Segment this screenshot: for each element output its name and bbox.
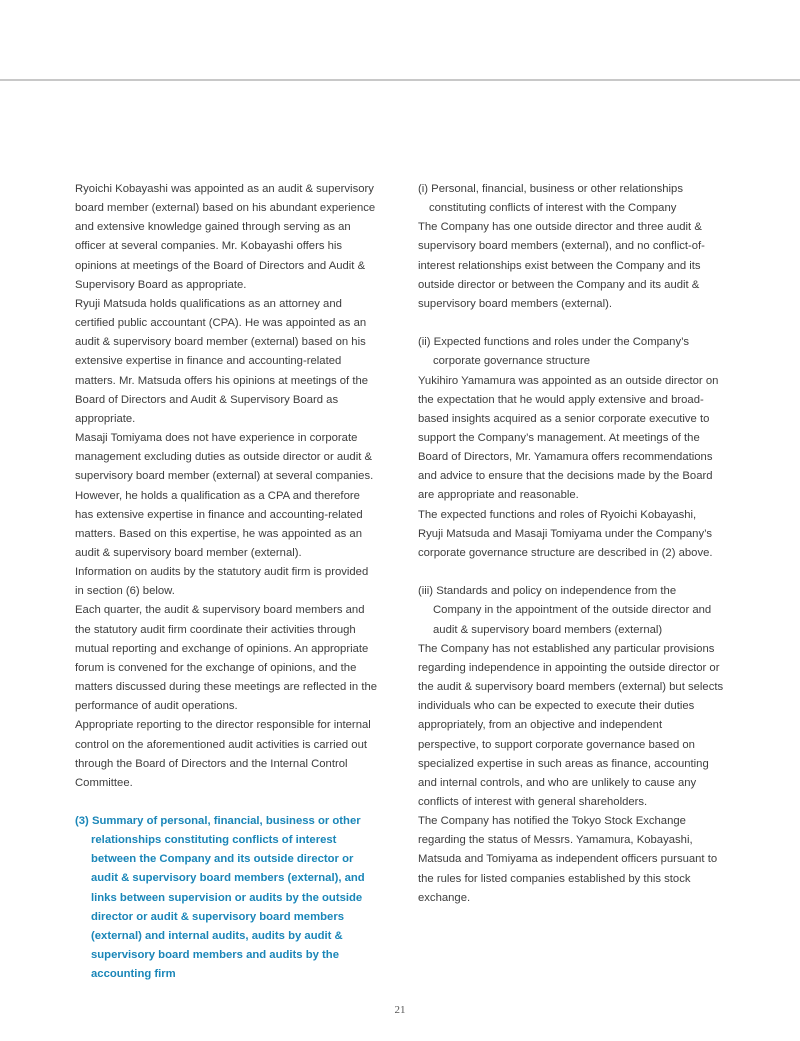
heading-line: supervisory board members and audits by the (91, 949, 339, 962)
body-line: Masaji Tomiyama does not have experience in corporate (75, 432, 358, 445)
body-line: supervisory board members (external), and no conflict-of- (418, 240, 705, 253)
body-line: exchange. (418, 891, 471, 904)
body-line: the audit & supervisory board members (external) but selects (418, 681, 724, 694)
body-line: has extensive expertise in finance and accounting-related (75, 508, 363, 521)
body-line: regarding independence in appointing the outside director or (418, 661, 720, 674)
body-line: The expected functions and roles of Ryoichi Kobayashi, (418, 508, 697, 521)
body-line: Board of Directors, Mr. Yamamura offers recommendations (418, 451, 713, 464)
body-line: matters. Mr. Matsuda offers his opinions at meetings of the (75, 374, 369, 387)
body-line: through the Board of Directors and the Internal Control (75, 757, 348, 770)
body-line: extensive expertise in finance and accounting-related (75, 355, 342, 368)
heading-line: relationships constituting conflicts of interest (91, 834, 337, 847)
body-line: Board of Directors and Audit & Supervisory Board as (75, 393, 339, 406)
body-line: Appropriate reporting to the director responsible for internal (75, 719, 371, 732)
body-line: performance of audit operations. (75, 700, 238, 713)
body-line: based insights acquired as a senior corporate executive to (418, 412, 710, 425)
body-line: interest relationships exist between the Company and its (418, 259, 701, 272)
body-line: matters. Based on this expertise, he was appointed as an (75, 527, 362, 540)
heading-line: audit & supervisory board members (external), and (91, 872, 365, 885)
subsection-title: (i) Personal, financial, business or other relationships (418, 183, 683, 195)
body-line: perspective, to support corporate governance based on (418, 738, 695, 751)
body-line: Information on audits by the statutory audit firm is provided (75, 566, 369, 579)
body-line: forum is convened for the exchange of opinions, and the (75, 661, 357, 674)
body-line: outside director or between the Company and its audit & (418, 278, 700, 291)
section-heading-3 (75, 812, 387, 984)
body-line: support the Company’s management. At meetings of the (418, 432, 700, 445)
subsection-title: audit & supervisory board members (external) (433, 623, 663, 636)
heading-line: director or audit & supervisory board members (91, 910, 344, 923)
heading-line: links between supervision or audits by the outside (91, 891, 363, 904)
body-line: in section (6) below. (75, 585, 175, 598)
body-line: officer at several companies. Mr. Kobayashi offers his (75, 240, 343, 253)
body-line: control on the aforementioned audit activities is carried out (75, 738, 367, 751)
body-line: are appropriate and reasonable. (418, 489, 579, 502)
left-column (75, 180, 387, 984)
body-line: and internal controls, and who are unlikely to cause any (418, 776, 697, 789)
body-line: supervisory board member (external) at several companies. (75, 470, 374, 483)
heading-line: (3) Summary of personal, financial, business or other (75, 815, 361, 827)
paragraph-spacer (418, 563, 730, 582)
body-line: Committee. (75, 776, 133, 789)
body-line: Ryuji Matsuda holds qualifications as an attorney and (75, 297, 342, 310)
body-line: specialized expertise in such areas as finance, accounting (418, 757, 709, 770)
subsection-title: constituting conflicts of interest with the Company (429, 202, 677, 215)
body-line: However, he holds a qualification as a CPA and therefore (75, 489, 360, 502)
body-line: conflicts of interest with general shareholders. (418, 795, 648, 808)
subsection-title: (ii) Expected functions and roles under the Company’s (418, 336, 690, 349)
body-line: audit & supervisory board member (external) based on his (75, 336, 366, 349)
body-line: supervisory board members (external). (418, 297, 612, 310)
body-line: appropriate. (75, 412, 136, 425)
body-line: regarding the status of Messrs. Yamamura, Kobayashi, (418, 834, 693, 847)
heading-line: (external) and internal audits, audits by audit & (91, 929, 343, 942)
subsection-ii (418, 333, 730, 563)
body-line: management excluding duties as outside director or audit & (75, 451, 373, 464)
body-line: The Company has notified the Tokyo Stock Exchange (418, 815, 686, 828)
left-body-text (75, 180, 387, 793)
page-number: 21 (394, 1004, 406, 1016)
subsection-title: (iii) Standards and policy on independence from the (418, 585, 677, 598)
body-line: and extensive knowledge gained through serving as an (75, 221, 351, 234)
subsection-iii (418, 582, 730, 908)
body-line: individuals who can be expected to execute their duties (418, 700, 695, 713)
body-line: board member (external) based on his abundant experience (75, 202, 376, 215)
body-line: matters discussed during these meetings are reflected in the (75, 681, 378, 694)
body-line: Matsuda and Tomiyama as independent officers pursuant to (418, 853, 718, 866)
paragraph-spacer (418, 314, 730, 333)
body-line: Yukihiro Yamamura was appointed as an outside director on (418, 374, 719, 387)
subsection-i (418, 180, 730, 314)
subsection-title: corporate governance structure (433, 355, 590, 368)
body-line: The Company has not established any particular provisions (418, 642, 715, 655)
body-line: the expectation that he would apply extensive and broad- (418, 393, 704, 406)
body-line: certified public accountant (CPA). He was appointed as an (75, 317, 367, 330)
heading-line: between the Company and its outside director or (91, 853, 354, 866)
body-line: the rules for listed companies established by this stock (418, 872, 691, 885)
header-rule (0, 79, 800, 81)
body-line: The Company has one outside director and three audit & (418, 221, 702, 234)
body-line: and advice to ensure that the decisions made by the Board (418, 470, 713, 483)
body-line: mutual reporting and exchange of opinions. An appropriate (75, 642, 369, 655)
body-line: corporate governance structure are described in (2) above. (418, 546, 713, 559)
body-line: Each quarter, the audit & supervisory board members and (75, 604, 365, 617)
body-line: appropriately, from an objective and independent (418, 719, 663, 732)
body-line: Ryuji Matsuda and Masaji Tomiyama under the Company’s (418, 527, 713, 540)
subsection-title: Company in the appointment of the outside director and (433, 604, 712, 617)
body-line: the statutory audit firm coordinate their activities through (75, 623, 356, 636)
body-line: Ryoichi Kobayashi was appointed as an audit & supervisory (75, 183, 374, 195)
heading-line: accounting firm (91, 968, 176, 981)
body-line: audit & supervisory board member (external). (75, 546, 302, 559)
right-column (418, 180, 730, 908)
body-line: Supervisory Board as appropriate. (75, 278, 247, 291)
body-line: opinions at meetings of the Board of Directors and Audit & (75, 259, 366, 272)
